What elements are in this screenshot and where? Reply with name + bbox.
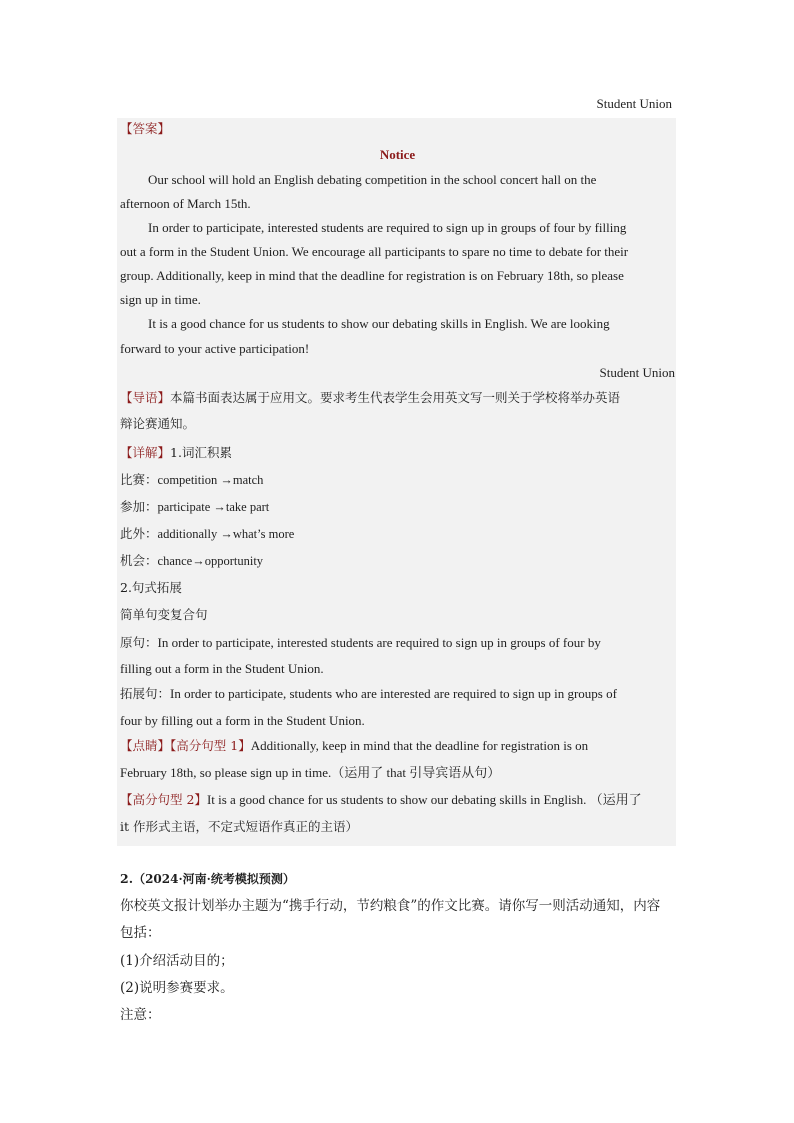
question-2-item2: (2)说明参赛要求。 [120,980,234,996]
high-score-sentence-2: It is a good chance for us students to show our debating skills in English. （运用了 [206,792,642,807]
vocab-en: additionally →what’s more [157,527,295,541]
question-2-note: 注意： [120,1007,161,1023]
guide-text1: 本篇书面表达属于应用文。要求考生代表学生会用英文写一则关于学校将举办英语 [170,390,621,405]
detail-heading: 1.词汇积累 [170,445,232,460]
answer-signature: Student Union [599,365,675,380]
high-score-tag-1: 【高分句型 1】 [170,738,251,753]
para3-line1: It is a good chance for us students to show our debating skills in English. We are looking [148,316,610,331]
vocab-en: participate →take part [157,500,270,514]
vocab-cn: 此外： [120,526,158,541]
high-score-tag-2: 【高分句型 2】 [120,792,207,807]
detail-sub: 简单句变复合句 [120,607,208,622]
vocab-item [120,471,675,489]
para2-line2: out a form in the Student Union. We encourage all participants to spare no time to debate for their [120,244,629,259]
para2-line1: In order to participate, interested students are required to sign up in groups of four by filling [148,220,627,235]
question-source: （2024·河南·统考模拟预测） [133,872,295,886]
detail-line [120,444,675,462]
vocab-item [120,498,675,516]
question-2-line1: 你校英文报计划举办主题为“携手行动，节约粮食”的作文比赛。请你写一则活动通知，内容 [120,898,661,914]
vocab-item [120,525,675,543]
para2-line3: group. Additionally, keep in mind that the deadline for registration is on February 18th, so please [120,268,624,283]
para2-line4: sign up in time. [120,292,201,307]
vocab-en: competition →match [157,473,264,487]
original-sentence-line1 [120,634,675,652]
guide-label: 【导语】 [120,390,171,405]
extended-text: In order to participate, students who are interested are required to sign up in groups of [170,686,617,701]
para3-line2: forward to your active participation! [120,341,310,356]
guide-line2: 辩论赛通知。 [120,416,196,431]
vocab-en: chance→opportunity [157,554,264,568]
question-2-heading [120,870,675,888]
question-2-item1: (1)介绍活动目的； [120,953,234,969]
extended-sentence-line2: four by filling out a form in the Student Union. [120,713,365,728]
original-text: In order to participate, interested students are required to sign up in groups of four by [157,635,601,650]
vocab-item [120,552,675,570]
extended-sentence-line1 [120,685,675,703]
para1-line1: Our school will hold an English debating competition in the school concert hall on the [148,172,597,187]
vocab-cn: 机会： [120,553,158,568]
highlight-line3 [120,791,675,809]
vocab-cn: 比赛： [120,472,158,487]
question-number: 2. [120,871,134,886]
highlight-line2: February 18th, so please sign up in time.（运用了 that 引导宾语从句） [120,765,501,780]
vocab-cn: 参加： [120,499,158,514]
answer-label: 【答案】 [120,121,171,136]
original-label: 原句： [120,635,158,650]
notice-title: Notice [379,147,416,162]
original-sentence-line2: filling out a form in the Student Union. [120,661,324,676]
top-signature: Student Union [596,96,672,111]
high-score-sentence-1: Additionally, keep in mind that the deadline for registration is on [250,738,589,753]
highlight-line4: it 作形式主语，不定式短语作真正的主语） [120,819,358,834]
highlight-label: 【点睛】 [120,738,171,753]
highlight-line1 [120,737,675,755]
detail-heading2: 2.句式拓展 [120,580,182,595]
para1-line2: afternoon of March 15th. [120,196,251,211]
detail-label: 【详解】 [120,445,171,460]
question-2-line2: 包括： [120,925,161,941]
guide-line1 [120,389,675,407]
extended-label: 拓展句： [120,686,171,701]
